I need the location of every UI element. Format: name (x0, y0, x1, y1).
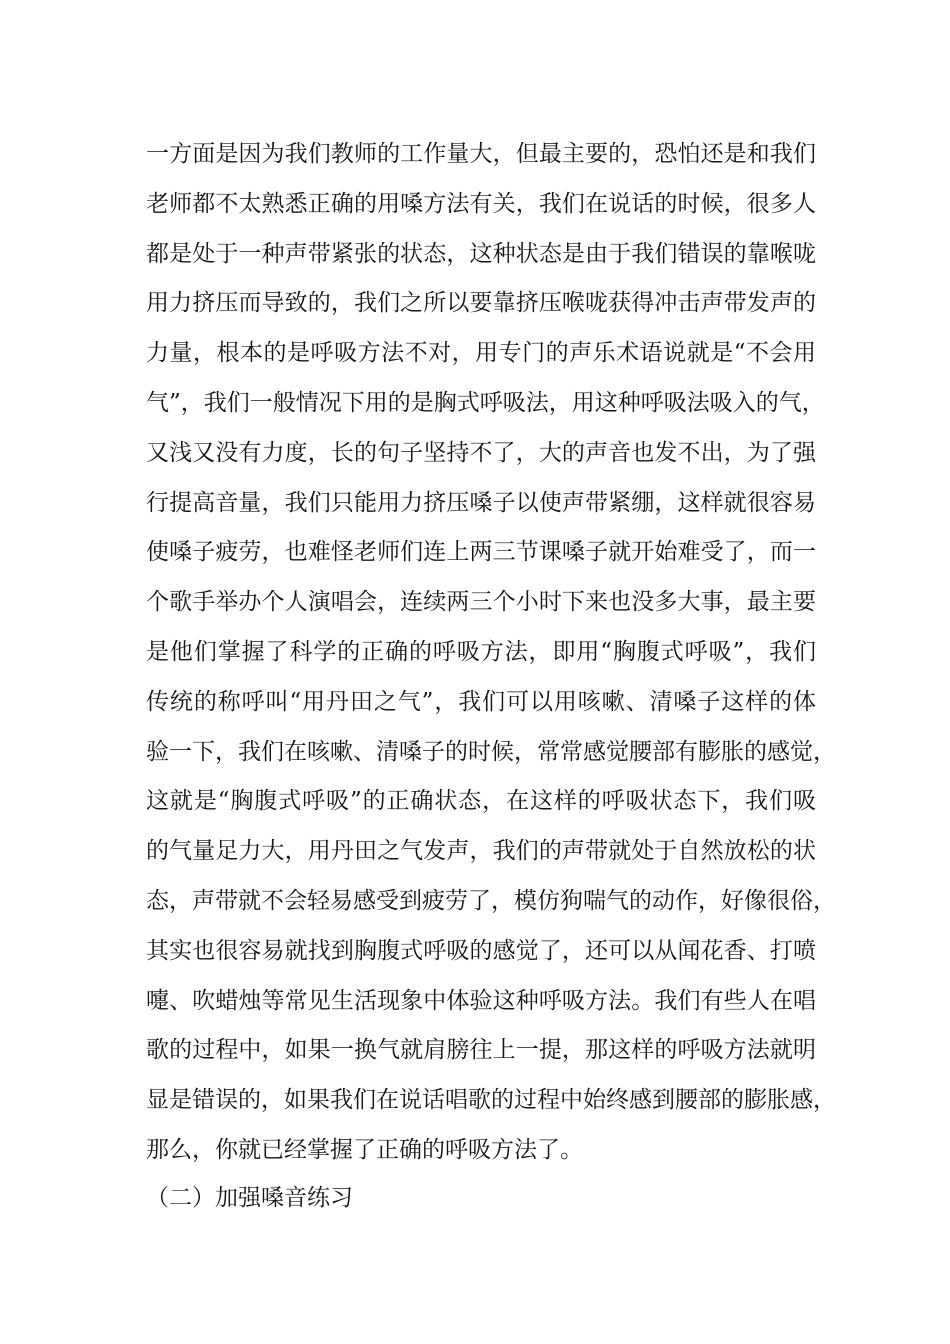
paragraph-line: 行提高音量，我们只能用力挤压嗓子以使声带紧绷，这样就很容易 (146, 489, 816, 516)
paragraph-line: 一方面是因为我们教师的工作量大，但最主要的，恐怕还是和我们 (146, 141, 816, 167)
paragraph-line: 歌的过程中，如果一换气就肩膀往上一提，那这样的呼吸方法就明 (146, 1037, 816, 1064)
paragraph-line: 那么，你就已经掌握了正确的呼吸方法了。 (146, 1136, 583, 1163)
paragraph-line: 验一下，我们在咳嗽、清嗓子的时候，常常感觉腰部有膨胀的感觉， (146, 738, 836, 765)
paragraph-line: 传统的称呼叫“用丹田之气”，我们可以用咳嗽、清嗓子这样的体 (146, 688, 816, 715)
body-paragraph (146, 130, 836, 1176)
paragraph-line: 是他们掌握了科学的正确的呼吸方法，即用“胸腹式呼吸”，我们 (146, 638, 816, 665)
paragraph-line: 都是处于一种声带紧张的状态，这种状态是由于我们错误的靠喉咙 (146, 240, 816, 267)
paragraph-line: 气”，我们一般情况下用的是胸式呼吸法，用这种呼吸法吸入的气， (146, 389, 825, 416)
paragraph-line: 其实也很容易就找到胸腹式呼吸的感觉了，还可以从闻花香、打喷 (146, 937, 816, 964)
paragraph-line: 这就是“胸腹式呼吸”的正确状态，在这样的呼吸状态下，我们吸 (146, 788, 816, 815)
paragraph-line: 又浅又没有力度，长的句子坚持不了，大的声音也发不出，为了强 (146, 439, 816, 466)
paragraph-line: 力量，根本的是呼吸方法不对，用专门的声乐术语说就是“不会用 (146, 340, 816, 367)
paragraph-line: 个歌手举办个人演唱会，连续两三个小时下来也没多大事，最主要 (146, 589, 816, 616)
paragraph-line: 使嗓子疲劳，也难怪老师们连上两三节课嗓子就开始难受了，而一 (146, 539, 816, 566)
section-heading: （二）加强嗓音练习 (146, 1185, 353, 1211)
paragraph-line: 的气量足力大，用丹田之气发声，我们的声带就处于自然放松的状 (146, 838, 816, 865)
paragraph-line: 老师都不太熟悉正确的用嗓方法有关，我们在说话的时候，很多人 (146, 190, 816, 217)
paragraph-line: 嚏、吹蜡烛等常见生活现象中体验这种呼吸方法。我们有些人在唱 (146, 987, 816, 1014)
paragraph-line: 显是错误的，如果我们在说话唱歌的过程中始终感到腰部的膨胀感， (146, 1087, 836, 1114)
paragraph-line: 态，声带就不会轻易感受到疲劳了，模仿狗喘气的动作，好像很俗， (146, 887, 836, 914)
paragraph-line: 用力挤压而导致的，我们之所以要靠挤压喉咙获得冲击声带发声的 (146, 290, 816, 317)
